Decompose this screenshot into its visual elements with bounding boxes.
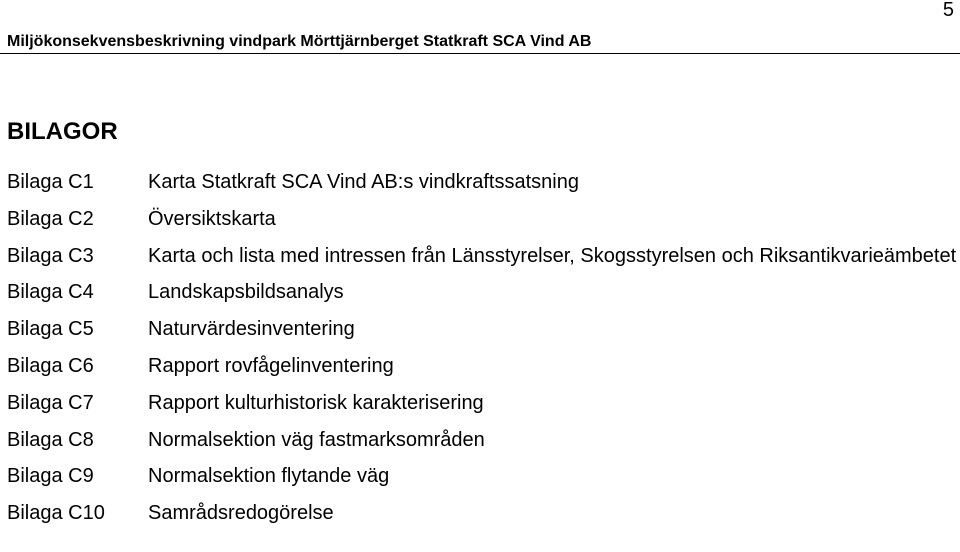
appendix-description: Karta Statkraft SCA Vind AB:s vindkraftssatsning <box>148 171 579 193</box>
appendix-row <box>7 280 957 304</box>
appendix-code: Bilaga C3 <box>7 244 94 267</box>
appendix-description: Karta och lista med intressen från Länsstyrelser, Skogsstyrelsen och Riksantikvarieämbetet <box>148 244 957 267</box>
section-title: BILAGOR <box>7 118 118 145</box>
appendix-description: Naturvärdesinventering <box>148 318 355 341</box>
appendix-row <box>7 428 957 452</box>
appendix-code: Bilaga C7 <box>7 391 94 414</box>
appendix-code: Bilaga C6 <box>7 354 94 377</box>
appendix-row <box>7 170 957 194</box>
appendix-description: Normalsektion väg fastmarksområden <box>148 428 485 451</box>
appendix-row <box>7 207 957 231</box>
appendix-code: Bilaga C8 <box>7 428 94 451</box>
running-header: Miljökonsekvensbeskrivning vindpark Mörttjärnberget Statkraft SCA Vind AB <box>7 33 592 50</box>
appendix-description: Landskapsbildsanalys <box>148 281 344 304</box>
appendix-code: Bilaga C1 <box>7 171 94 193</box>
appendix-description: Översiktskarta <box>148 207 276 230</box>
appendix-row <box>7 354 957 378</box>
appendix-row <box>7 244 957 268</box>
appendix-row <box>7 391 957 415</box>
appendix-code: Bilaga C5 <box>7 318 94 341</box>
appendix-description: Normalsektion flytande väg <box>148 465 390 488</box>
appendix-row <box>7 317 957 341</box>
appendix-row <box>7 501 957 525</box>
appendix-description: Samrådsredogörelse <box>148 502 334 525</box>
appendix-code: Bilaga C9 <box>7 465 94 488</box>
appendix-row <box>7 464 957 488</box>
appendix-code: Bilaga C10 <box>7 502 105 525</box>
page-number: 5 <box>942 0 954 21</box>
appendix-code: Bilaga C4 <box>7 281 94 304</box>
appendix-list <box>7 170 957 538</box>
appendix-description: Rapport kulturhistorisk karakterisering <box>148 391 484 414</box>
appendix-description: Rapport rovfågelinventering <box>148 354 394 377</box>
header-rule <box>0 53 960 54</box>
appendix-code: Bilaga C2 <box>7 207 94 230</box>
